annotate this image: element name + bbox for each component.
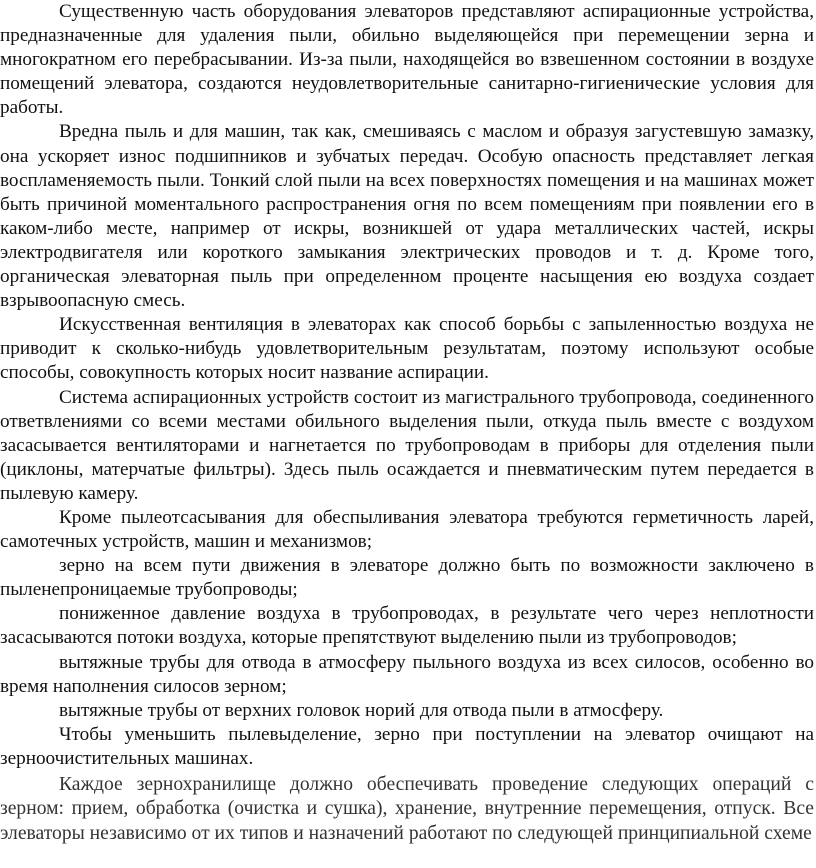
paragraph-dustproof-pipes: зерно на всем пути движения в элеваторе должно быть по возможности заключено в пыленепроницаемые трубопроводы;	[0, 555, 814, 601]
paragraph-ventilation: Искусственная вентиляция в элеваторах как способ борьбы с запыленностью воздуха не приводит к сколько-нибудь удовлетворительным результатам, поэтому используют особые способы, совокупность которых носит название аспирации.	[0, 314, 814, 384]
paragraph-dedusting-requirements: Кроме пылеотсасывания для обеспыливания элеватора требуются герметичность ларей, самотечных устройств, машин и механизмов;	[0, 506, 814, 553]
paragraph-aspiration-intro: Существенную часть оборудования элеваторов представляют аспирационные устройства, предназначенные для удаления пыли, обильно выделяющейся при перемещении зерна и многократном его перебрасывании. Из-за пыли, находящейся во взвешенном состоянии в воздухе помещений элеватора, создаются неудовлетворительные санитарно-гигиенические условия для работы.	[0, 1, 814, 119]
paragraph-dust-hazard: Вредна пыль и для машин, так как, смешиваясь с маслом и образуя загустевшую замазку, она ускоряет износ подшипников и зубчатых передач. Особую опасность представляет легкая воспламеняемость пыли. Тонкий слой пыли на всех поверхностях помещения и на машинах может быть причиной моментального распространения огня по всем помещениям при появлении его в каком-либо месте, например от искры, возникшей от удара металлических частей, искры электродвигателя или короткого замыкания электрических проводов и т. д. Кроме того, органическая элеваторная пыль при определенном проценте насыщения ею воздуха создает взрывоопасную смесь.	[0, 121, 814, 312]
paragraph-storage-operations: Каждое зернохранилище должно обеспечивать проведение следующих операций с зерном: прием, обработка (очистка и сушка), хранение, внутренние перемещения, отпуск. Все элеваторы независимо от их типов и назначений работают по следующей принципиальной схеме	[0, 774, 814, 844]
paragraph-aspiration-system: Система аспирационных устройств состоит из магистрального трубопровода, соединенного ответвлениями со всеми местами обильного выделения пыли, откуда пыль вместе с воздухом засасывается вентиляторами и нагнетается по трубопроводам в приборы для отделения пыли (циклоны, матерчатые фильтры). Здесь пыль осаждается и пневматическим путем передается в пылевую камеру.	[0, 386, 814, 504]
paragraph-silo-exhaust: вытяжные трубы для отвода в атмосферу пыльного воздуха из всех силосов, особенно во время наполнения силосов зерном;	[0, 651, 814, 697]
paragraph-grain-cleaning: Чтобы уменьшить пылевыделение, зерно при поступлении на элеватор очищают на зерноочистительных машинах.	[0, 723, 814, 769]
paragraph-noria-exhaust: вытяжные трубы от верхних головок норий для отвода пыли в атмосферу.	[59, 699, 664, 721]
paragraph-low-pressure: пониженное давление воздуха в трубопроводах, в результате чего через неплотности засасываются потоки воздуха, которые препятствуют выделению пыли из трубопроводов;	[0, 603, 814, 649]
